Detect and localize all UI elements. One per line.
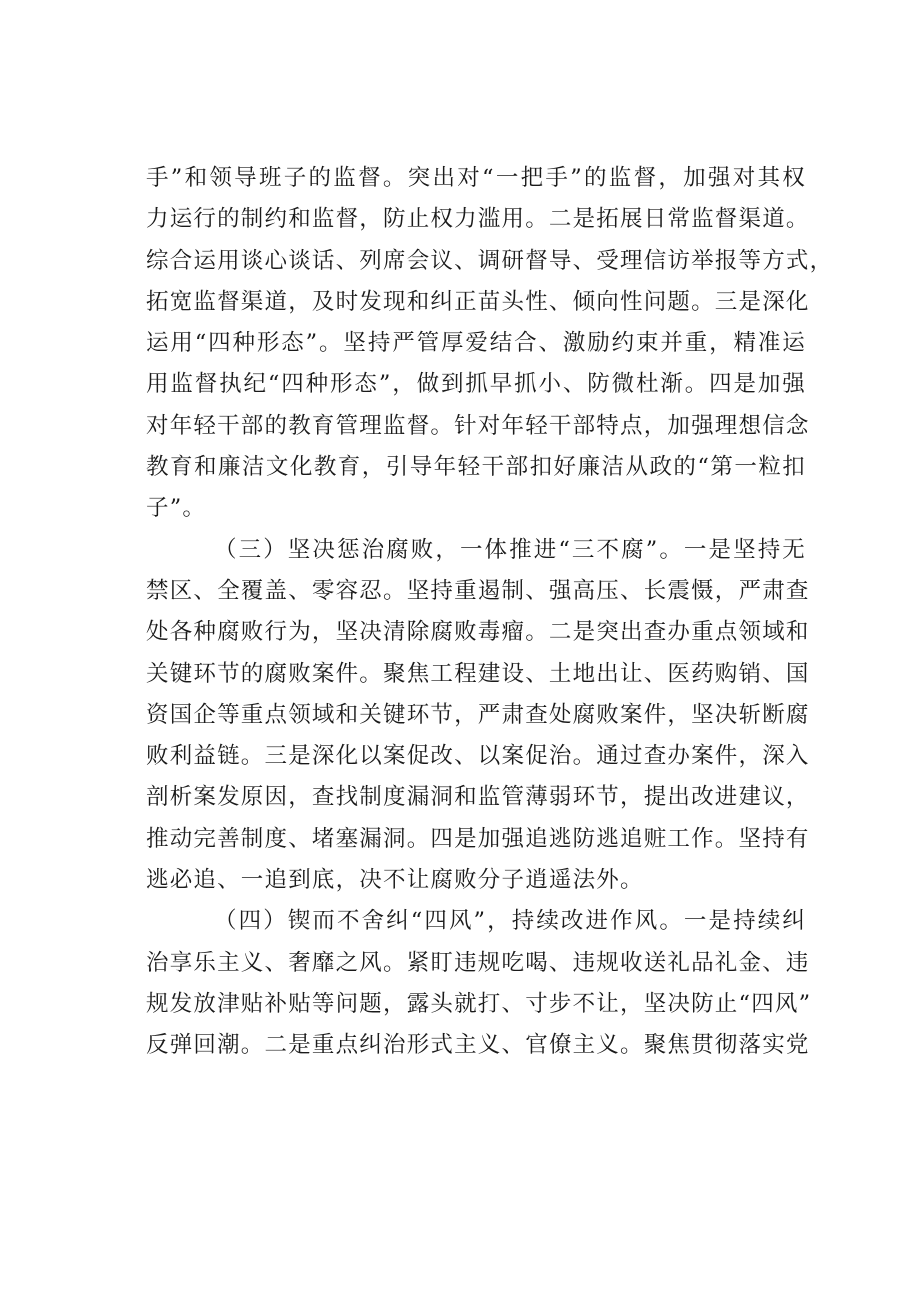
text-line: 推动完善制度、堵塞漏洞。四是加强追逃防逃追赃工作。坚持有: [146, 825, 810, 852]
text-line: 禁区、全覆盖、零容忍。坚持重遏制、强高压、长震慑，严肃查: [146, 577, 810, 604]
paragraph: [146, 530, 810, 902]
section-heading-line: （四）锲而不舍纠“四风”，持续改进作风。一是持续纠: [214, 908, 806, 935]
text-line: 子”。: [146, 495, 207, 522]
text-line: 逃必追、一追到底，决不让腐败分子逍遥法外。: [146, 867, 644, 894]
paragraph: [146, 901, 812, 1066]
text-line: 关键环节的腐败案件。聚焦工程建设、土地出让、医药购销、国: [146, 660, 810, 687]
text-line: 处各种腐败行为，坚决清除腐败毒瘤。二是突出查办重点领域和: [146, 619, 810, 646]
text-line: 对年轻干部的教育管理监督。针对年轻干部特点，加强理想信念: [146, 412, 810, 439]
text-line: 败利益链。三是深化以案促改、以案促治。通过查办案件，深入: [146, 743, 810, 770]
text-line: 规发放津贴补贴等问题，露头就打、寸步不让，坚决防止“四风”: [146, 990, 812, 1017]
text-line: 治享乐主义、奢靡之风。紧盯违规吃喝、违规收送礼品礼金、违: [146, 949, 810, 976]
text-line: 拓宽监督渠道，及时发现和纠正苗头性、倾向性问题。三是深化: [146, 288, 810, 315]
text-line: 资国企等重点领域和关键环节，严肃查处腐败案件，坚决斩断腐: [146, 701, 810, 728]
text-line: 剖析案发原因，查找制度漏洞和监管薄弱环节，提出改进建议，: [146, 784, 810, 811]
text-line: 手”和领导班子的监督。突出对“一把手”的监督，加强对其权: [146, 165, 806, 191]
section-heading-line: （三）坚决惩治腐败，一体推进“三不腐”。一是坚持无: [214, 536, 806, 563]
text-line: 用监督执纪“四种形态”，做到抓早抓小、防微杜渐。四是加强: [146, 371, 806, 398]
text-line: 运用“四种形态”。坚持严管厚爱结合、激励约束并重，精准运: [146, 330, 806, 357]
paragraph: [146, 158, 834, 530]
body-text: [146, 158, 834, 1067]
text-line: 教育和廉洁文化教育，引导年轻干部扣好廉洁从政的“第一粒扣: [146, 454, 806, 481]
text-line: 反弹回潮。二是重点纠治形式主义、官僚主义。聚焦贯彻落实党: [146, 1032, 810, 1059]
text-line: 力运行的制约和监督，防止权力滥用。二是拓展日常监督渠道。: [146, 206, 810, 233]
text-line: 综合运用谈心谈话、列席会议、调研督导、受理信访举报等方式，: [146, 247, 834, 274]
